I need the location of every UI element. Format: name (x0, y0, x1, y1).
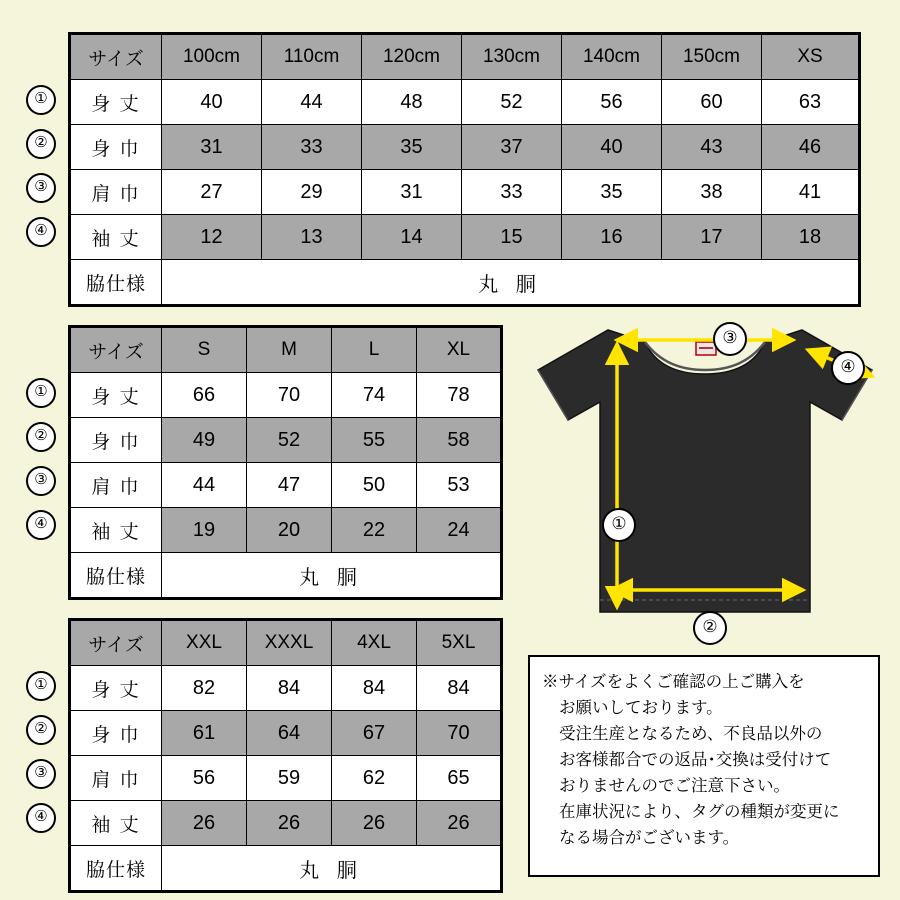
row-label: 身 丈 (70, 666, 162, 711)
cell: 50 (332, 463, 417, 508)
cell: 63 (762, 80, 860, 125)
cell: 84 (417, 666, 502, 711)
cell: 52 (462, 80, 562, 125)
cell: 61 (162, 711, 247, 756)
cell: 40 (162, 80, 262, 125)
cell: 18 (762, 215, 860, 260)
column-header: 140cm (562, 34, 662, 80)
cell: 74 (332, 373, 417, 418)
cell: 33 (262, 125, 362, 170)
row-marker-3: ③ (26, 759, 56, 789)
cell: 47 (247, 463, 332, 508)
cell: 13 (262, 215, 362, 260)
row-label: 身 丈 (70, 80, 162, 125)
cell: 66 (162, 373, 247, 418)
side-spec-row (70, 260, 860, 306)
row-label: 身 巾 (70, 711, 162, 756)
cell: 53 (417, 463, 502, 508)
cell: 82 (162, 666, 247, 711)
column-header: サイズ (70, 34, 162, 80)
cell: 44 (262, 80, 362, 125)
cell: 20 (247, 508, 332, 553)
cell: 38 (662, 170, 762, 215)
table-header-row (70, 327, 502, 373)
note-line: ※サイズをよくご確認の上ご購入を (542, 673, 805, 691)
column-header: XS (762, 34, 860, 80)
cell: 55 (332, 418, 417, 463)
row-label: 身 巾 (70, 125, 162, 170)
cell: 22 (332, 508, 417, 553)
cell: 12 (162, 215, 262, 260)
note-line: 在庫状況により、タグの種類が変更に (559, 803, 840, 821)
row-marker-2: ② (26, 715, 56, 745)
table-header-row (70, 34, 860, 80)
cell: 84 (247, 666, 332, 711)
side-spec-label: 脇仕様 (70, 260, 162, 306)
side-spec-value: 丸 胴 (162, 260, 860, 306)
shirt-body-shape (538, 330, 872, 612)
row-marker-1: ① (26, 85, 56, 115)
column-header: サイズ (70, 620, 162, 666)
side-spec-row (70, 553, 502, 599)
cell: 41 (762, 170, 860, 215)
column-header: 110cm (262, 34, 362, 80)
row-label: 袖 丈 (70, 801, 162, 846)
note-line: 受注生産となるため、不良品以外の (559, 725, 823, 743)
column-header: 150cm (662, 34, 762, 80)
column-header: XXXL (247, 620, 332, 666)
row-marker-4: ④ (26, 510, 56, 540)
table-row (70, 125, 860, 170)
row-marker-3: ③ (26, 173, 56, 203)
row-marker-1: ① (26, 378, 56, 408)
side-spec-value: 丸 胴 (162, 553, 502, 599)
cell: 17 (662, 215, 762, 260)
column-header: S (162, 327, 247, 373)
size-table-kids-block (34, 32, 861, 307)
table-row (70, 463, 502, 508)
side-spec-row (70, 846, 502, 892)
row-label: 肩 巾 (70, 170, 162, 215)
callout-body-length: ① (602, 508, 636, 542)
cell: 56 (562, 80, 662, 125)
column-header: 5XL (417, 620, 502, 666)
cell: 58 (417, 418, 502, 463)
note-line: お客様都合での返品･交換は受付けて (559, 751, 832, 769)
cell: 19 (162, 508, 247, 553)
column-header: XXL (162, 620, 247, 666)
table-row (70, 215, 860, 260)
cell: 46 (762, 125, 860, 170)
cell: 33 (462, 170, 562, 215)
cell: 60 (662, 80, 762, 125)
table-row (70, 170, 860, 215)
note-line: お願いしております。 (559, 699, 723, 717)
cell: 62 (332, 756, 417, 801)
cell: 35 (362, 125, 462, 170)
row-marker-3: ③ (26, 466, 56, 496)
cell: 37 (462, 125, 562, 170)
cell: 14 (362, 215, 462, 260)
note-line: なる場合がございます。 (559, 829, 740, 847)
size-table-adult-block (34, 325, 503, 600)
column-header: 120cm (362, 34, 462, 80)
table-header-row (70, 620, 502, 666)
table-row (70, 711, 502, 756)
cell: 29 (262, 170, 362, 215)
cell: 40 (562, 125, 662, 170)
column-header: 130cm (462, 34, 562, 80)
callout-sleeve-length: ④ (831, 351, 865, 385)
cell: 26 (332, 801, 417, 846)
cell: 70 (247, 373, 332, 418)
side-spec-value: 丸 胴 (162, 846, 502, 892)
cell: 16 (562, 215, 662, 260)
side-spec-label: 脇仕様 (70, 553, 162, 599)
cell: 70 (417, 711, 502, 756)
tshirt-diagram (520, 312, 890, 652)
column-header: M (247, 327, 332, 373)
row-marker-2: ② (26, 129, 56, 159)
row-label: 身 巾 (70, 418, 162, 463)
table-row (70, 418, 502, 463)
table-row (70, 373, 502, 418)
row-marker-4: ④ (26, 803, 56, 833)
callout-body-width: ② (693, 611, 727, 645)
size-table-adult (68, 325, 503, 600)
cell: 65 (417, 756, 502, 801)
cell: 52 (247, 418, 332, 463)
row-label: 袖 丈 (70, 508, 162, 553)
cell: 67 (332, 711, 417, 756)
cell: 59 (247, 756, 332, 801)
cell: 35 (562, 170, 662, 215)
cell: 78 (417, 373, 502, 418)
row-marker-4: ④ (26, 217, 56, 247)
cell: 26 (247, 801, 332, 846)
note-line: おりませんのでご注意下さい。 (559, 777, 790, 795)
cell: 26 (417, 801, 502, 846)
size-table-plus (68, 618, 503, 893)
row-marker-1: ① (26, 671, 56, 701)
column-header: 4XL (332, 620, 417, 666)
size-table-plus-block (34, 618, 503, 893)
purchase-note-box (528, 655, 880, 877)
cell: 31 (362, 170, 462, 215)
size-table-kids (68, 32, 861, 307)
cell: 26 (162, 801, 247, 846)
table-row (70, 508, 502, 553)
row-label: 袖 丈 (70, 215, 162, 260)
table-row (70, 80, 860, 125)
row-label: 肩 巾 (70, 756, 162, 801)
row-label: 身 丈 (70, 373, 162, 418)
cell: 44 (162, 463, 247, 508)
cell: 31 (162, 125, 262, 170)
cell: 49 (162, 418, 247, 463)
cell: 43 (662, 125, 762, 170)
table-row (70, 801, 502, 846)
cell: 48 (362, 80, 462, 125)
side-spec-label: 脇仕様 (70, 846, 162, 892)
cell: 84 (332, 666, 417, 711)
row-label: 肩 巾 (70, 463, 162, 508)
column-header: L (332, 327, 417, 373)
column-header: 100cm (162, 34, 262, 80)
cell: 56 (162, 756, 247, 801)
callout-shoulder-width: ③ (713, 322, 747, 356)
cell: 27 (162, 170, 262, 215)
cell: 24 (417, 508, 502, 553)
table-row (70, 756, 502, 801)
cell: 15 (462, 215, 562, 260)
cell: 64 (247, 711, 332, 756)
column-header: サイズ (70, 327, 162, 373)
table-row (70, 666, 502, 711)
column-header: XL (417, 327, 502, 373)
row-marker-2: ② (26, 422, 56, 452)
